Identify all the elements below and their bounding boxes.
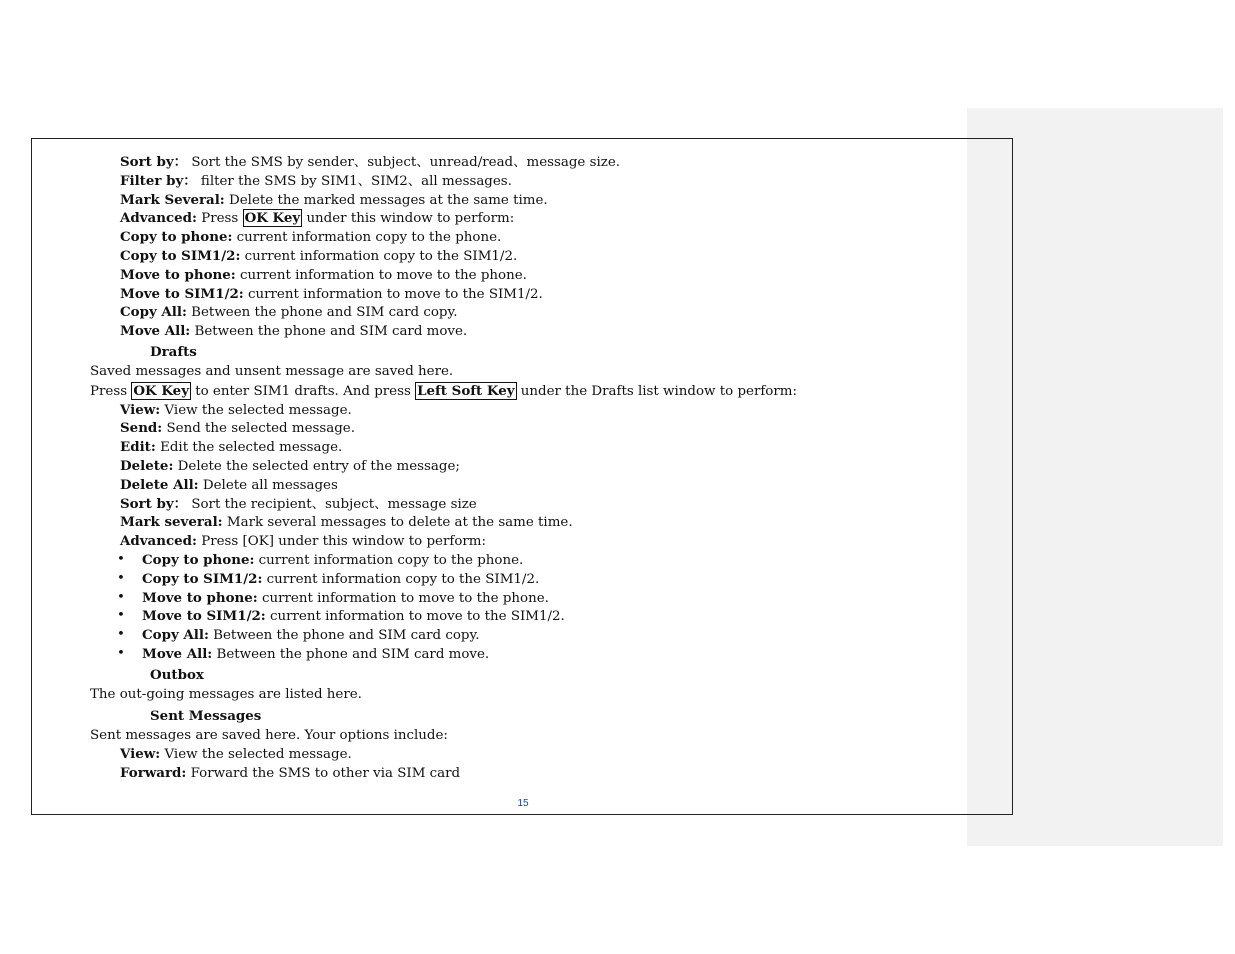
bullet-icon: • <box>117 645 125 661</box>
bullet-item: • Copy All: Between the phone and SIM card copy. <box>117 627 480 644</box>
outbox-intro: The out-going messages are listed here. <box>90 686 362 702</box>
drafts-option-sort-by: Sort by： Sort the recipient、subject、message size <box>120 495 477 512</box>
ok-key-label: OK Key <box>133 382 189 399</box>
bullet-item: • Copy to SIM1/2: current information copy to the SIM1/2. <box>117 570 540 587</box>
option-move-to-phone: Move to phone: current information to move to the phone. <box>120 266 527 283</box>
drafts-option-view: View: View the selected message. <box>120 401 352 418</box>
sent-intro: Sent messages are saved here. Your options include: <box>90 727 448 743</box>
bullet-icon: • <box>117 570 125 586</box>
bullet-icon: • <box>117 551 125 567</box>
bullet-item: • Copy to phone: current information copy to the phone. <box>117 551 524 568</box>
drafts-option-edit: Edit: Edit the selected message. <box>120 439 343 456</box>
drafts-option-advanced: Advanced: Press [OK] under this window to perform: <box>120 533 486 550</box>
left-soft-key-label: Left Soft Key <box>417 382 515 399</box>
drafts-option-delete: Delete: Delete the selected entry of the message; <box>120 457 460 474</box>
bullet-item: • Move to SIM1/2: current information to move to the SIM1/2. <box>117 608 565 625</box>
drafts-option-delete-all: Delete All: Delete all messages <box>120 476 338 493</box>
option-copy-to-sim: Copy to SIM1/2: current information copy to the SIM1/2. <box>120 247 518 264</box>
document-body <box>90 153 950 783</box>
drafts-option-mark-several: Mark several: Mark several messages to delete at the same time. <box>120 514 573 531</box>
sent-messages-heading: Sent Messages <box>150 707 262 724</box>
option-move-to-sim: Move to SIM1/2: current information to move to the SIM1/2. <box>120 285 543 302</box>
ok-key-label: OK Key <box>244 210 301 227</box>
bullet-item: • Move to phone: current information to move to the phone. <box>117 589 549 606</box>
drafts-instructions: Press OK Key to enter SIM1 drafts. And press Left Soft Key under the Drafts list window to perform: <box>90 382 797 399</box>
drafts-heading: Drafts <box>150 343 197 360</box>
option-advanced: Advanced: Press OK Key under this window to perform: <box>120 210 515 227</box>
option-move-all: Move All: Between the phone and SIM card move. <box>120 323 468 340</box>
bullet-icon: • <box>117 589 125 605</box>
option-filter-by: Filter by： filter the SMS by SIM1、SIM2、all messages. <box>120 172 512 189</box>
outbox-heading: Outbox <box>150 666 204 683</box>
page-number: 15 <box>517 798 529 809</box>
option-sort-by: Sort by： Sort the SMS by sender、subject、unread/read、message size. <box>120 154 621 170</box>
option-copy-to-phone: Copy to phone: current information copy to the phone. <box>120 229 502 246</box>
option-mark-several: Mark Several: Delete the marked messages at the same time. <box>120 191 548 208</box>
sent-option-forward: Forward: Forward the SMS to other via SIM card <box>120 765 461 782</box>
bullet-icon: • <box>117 627 125 643</box>
option-copy-all: Copy All: Between the phone and SIM card copy. <box>120 304 458 321</box>
bullet-item: • Move All: Between the phone and SIM card move. <box>117 645 490 662</box>
sent-option-view: View: View the selected message. <box>120 746 352 763</box>
drafts-intro: Saved messages and unsent message are saved here. <box>90 363 454 379</box>
drafts-option-send: Send: Send the selected message. <box>120 420 355 437</box>
bullet-icon: • <box>117 608 125 624</box>
